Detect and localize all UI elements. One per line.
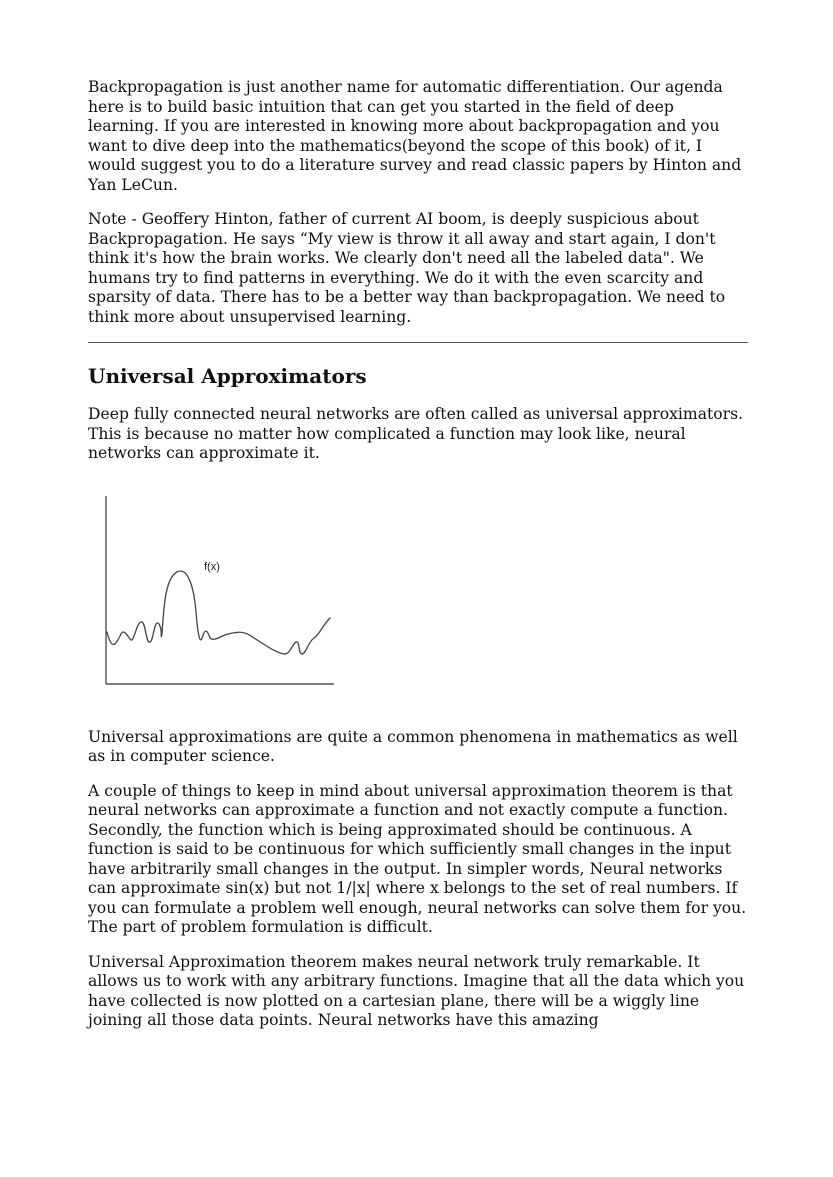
curve-label: f(x) — [204, 560, 220, 573]
section-divider — [88, 342, 748, 343]
paragraph-universal-intro: Deep fully connected neural networks are often called as universal approximators. This is because no matter how complicated a function may look like, neural networks can approximate it. — [88, 405, 744, 462]
paragraph-theorem-caveats: A couple of things to keep in mind about universal approximation theorem is that neural networks can approximate a function and not exactly compute a function. Secondly, the function which is being approximated should be continuous. A function is said to be continuous for which sufficiently small changes in the input have arbitrarily small changes in the output. In simpler words, Neural networks can approximate sin(x) but not 1/|x| where x belongs to the set of real numbers. If you can formulate a problem well enough, neural networks can solve them for you. The part of problem formulation is difficult. — [88, 781, 747, 936]
section-heading: Universal Approximators — [88, 364, 367, 388]
paragraph-common-phenomena: Universal approximations are quite a common phenomena in mathematics as well as in computer science. — [88, 727, 738, 765]
function-curve — [107, 571, 330, 654]
paragraph-backpropagation: Backpropagation is just another name for automatic differentiation. Our agenda here is to build basic intuition that can get you started in the field of deep learning. If you are interested in knowing more about backpropagation and you want to dive deep into the mathematics(beyond the scope of this book) of it, I would suggest you to do a literature survey and read classic papers by Hinton and Yan LeCun. — [88, 78, 742, 194]
paragraph-theorem-remarkable: Universal Approximation theorem makes neural network truly remarkable. It allows us to work with any arbitrary functions. Imagine that all the data which you have collected is now plotted on a cartesian plane, there will be a wiggly line joining all those data points. Neural networks have this amazing — [88, 952, 745, 1029]
paragraph-hinton-note: Note - Geoffery Hinton, father of current AI boom, is deeply suspicious about Backpropagation. He says “My view is throw it all away and start again, I don't think it's how the brain works. We clearly don't need all the labeled data". We humans try to find patterns in everything. We do it with the even scarcity and sparsity of data. There has to be a better way than backpropagation. We need to think more about unsupervised learning. — [88, 210, 726, 326]
function-plot — [102, 492, 342, 698]
document-page — [88, 78, 748, 1046]
function-figure — [102, 492, 342, 698]
